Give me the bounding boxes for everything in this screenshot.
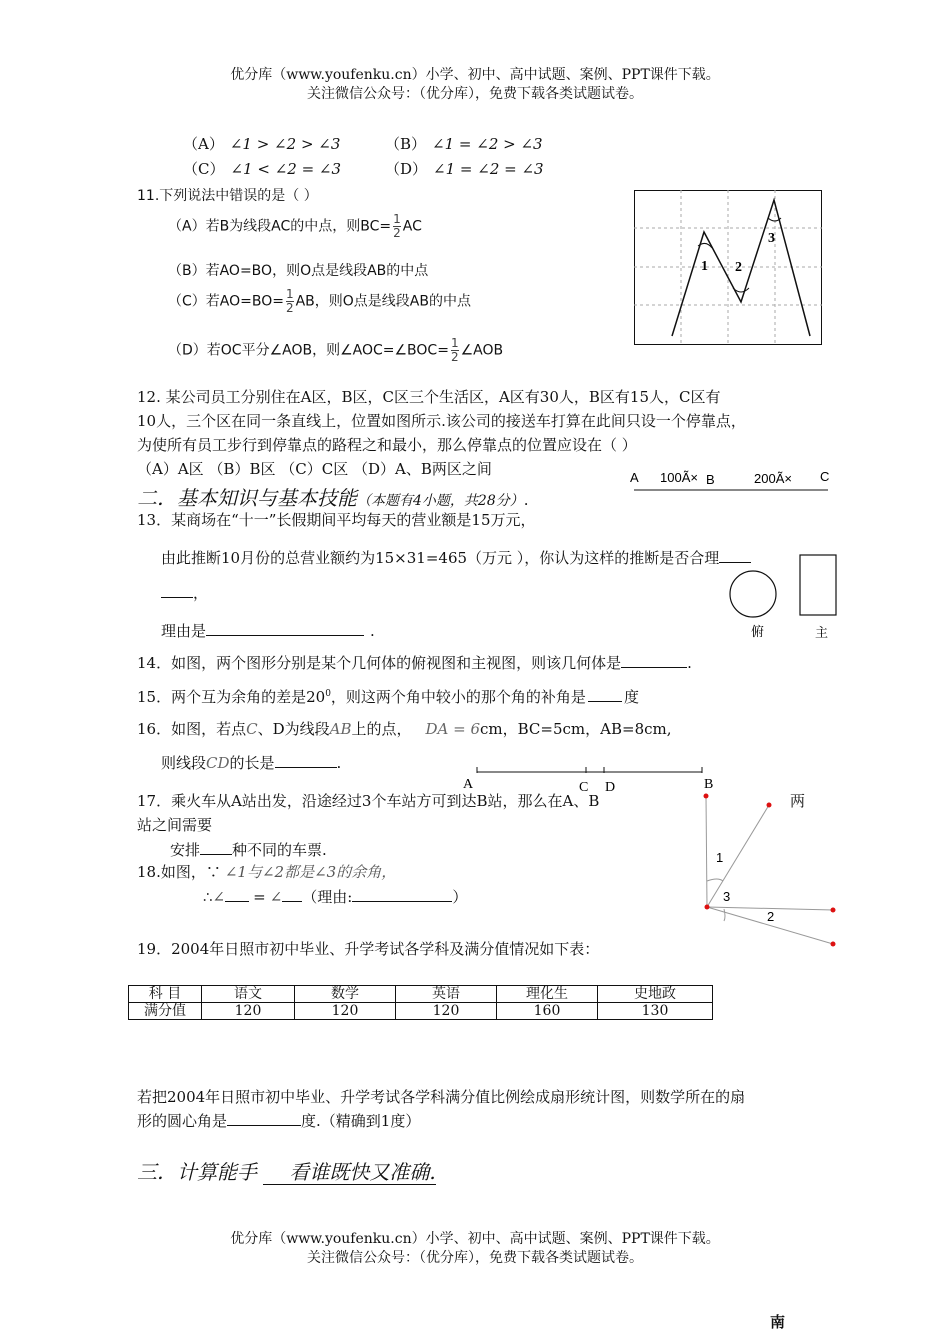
q13-reason-blank[interactable] <box>206 621 364 636</box>
table-cell: 语文 <box>202 986 295 1003</box>
q18-reason-blank[interactable] <box>352 887 452 902</box>
segment-point-a: A <box>463 777 474 792</box>
q14-line: 14．如图，两个图形分别是某个几何体的俯视图和主视图，则该几何体是 . <box>137 654 692 672</box>
ray-label-2: 2 <box>767 909 775 924</box>
q17-line-3: 安排 种不同的车票. <box>170 841 327 859</box>
segment-point-b: B <box>704 777 714 792</box>
q17-blank[interactable] <box>200 840 232 855</box>
section-2-title: 二．基本知识与基本技能（本题有4小题，共28分）. <box>137 486 529 510</box>
q18-line-2: ∴∠ = ∠ （理由: ） <box>203 888 468 906</box>
q12-line-2: 10人，三个区在同一条直线上，位置如图所示.该公司的接送车打算在此间只设一个停靠点， <box>137 412 746 430</box>
angle-label-3: 3 <box>768 231 775 246</box>
score-table <box>128 985 713 1020</box>
q19-blank[interactable] <box>227 1111 301 1126</box>
q19-intro: 19．2004年日照市初中毕业、升学考试各学科及满分值情况如下表： <box>137 940 600 958</box>
q17-line-1-tail: 两 <box>790 792 806 810</box>
front-view-label: 主 <box>815 626 829 641</box>
q11-option-a: （A）若B为线段AC的中点，则BC= $\frac{1}{2}$ AC <box>168 212 422 240</box>
fraction-half: $\frac{1}{2}$ <box>450 336 459 364</box>
q17-line-2: 站之间需要 <box>137 816 213 834</box>
table-cell: 英语 <box>396 986 497 1003</box>
point-c-label: C <box>820 469 830 484</box>
footer-line-2: 关注微信公众号：（优分库），免费下载各类试题试卷。 <box>307 1250 643 1266</box>
table-cell: 科 目 <box>129 986 202 1003</box>
table-cell: 160 <box>497 1003 598 1020</box>
table-cell: 120 <box>295 1003 396 1020</box>
q16-blank[interactable] <box>275 753 337 768</box>
q15-line: 15．两个互为余角的差是$20^0$，则这两个角中较小的那个角的补角是 度 <box>137 688 639 706</box>
q18-blank-2[interactable] <box>282 887 302 902</box>
q16-line-2: 则线段CD的长是 . <box>161 754 342 772</box>
q15-blank[interactable] <box>588 687 622 702</box>
q19-follow-line-1: 若把2004年日照市初中毕业、升学考试各学科满分值比例绘成扇形统计图，则数学所在的扇 <box>137 1088 746 1106</box>
q16-line-1: 16．如图，若点C、D为线段AB上的点， DA = 6cm，BC=5cm，AB=8cm, <box>137 720 672 738</box>
q11-option-d: （D）若OC平分∠AOB，则∠AOC=∠BOC= $\frac{1}{2}$ ∠AOB <box>168 336 504 364</box>
fraction-half: $\frac{1}{2}$ <box>285 287 294 315</box>
q10-option-b: （B） ∠1 = ∠2 > ∠3 <box>385 135 543 153</box>
zigzag-angle-figure <box>634 190 822 345</box>
header-line-2: 关注微信公众号：（优分库），免费下载各类试题试卷。 <box>307 86 643 102</box>
q17-line-1: 17．乘火车从A站出发，沿途经过3个车站方可到达B站，那么在A、B <box>137 792 600 810</box>
q11-option-c: （C）若AO=BO= $\frac{1}{2}$ AB，则O点是线段AB的中点 <box>168 287 471 315</box>
table-cell: 130 <box>598 1003 713 1020</box>
rays-angle-figure <box>696 785 846 953</box>
fraction-half: $\frac{1}{2}$ <box>393 212 401 240</box>
segment-point-d: D <box>605 780 616 792</box>
q18-line-1: 18.如图，∵ ∠1与∠2都是∠3的余角， <box>137 863 397 881</box>
angle-label-1: 1 <box>701 259 708 274</box>
segment-ab-figure <box>458 764 724 792</box>
q13-line-4: 理由是 . <box>161 622 375 640</box>
three-view-figure <box>722 550 842 642</box>
figure-frame <box>635 191 822 345</box>
q13-line-1: 13．某商场在“十一”长假期间平均每天的营业额是15万元， <box>137 511 536 529</box>
ray-label-1: 1 <box>716 850 724 865</box>
top-view-circle <box>730 571 776 617</box>
q10-option-c: （C） ∠1 < ∠2 = ∠3 <box>183 160 342 178</box>
distance-bc-label: 200Ã× <box>754 471 792 486</box>
table-cell: 理化生 <box>497 986 598 1003</box>
page-header <box>0 66 950 104</box>
q19-follow-line-2: 形的圆心角是 度.（精确到1度） <box>137 1112 421 1130</box>
table-cell: 数学 <box>295 986 396 1003</box>
q12-line-1: 12. 某公司员工分别住在A区，B区，C区三个生活区，A区有30人，B区有15人，C区有 <box>137 388 721 406</box>
section-3-title: 三．计算能手 看谁既快又准确. <box>137 1160 436 1184</box>
segment-point-c: C <box>579 780 589 792</box>
q12-line-3: 为使所有员工步行到停靠点的路程之和最小，那么停靠点的位置应设在（ ） <box>137 436 637 454</box>
angle-label-2: 2 <box>735 260 742 275</box>
q12-options: （A）A区 （B）B区 （C）C区 （D）A、B两区之间 <box>137 460 492 478</box>
q11-option-b: （B）若AO=BO，则O点是线段AB的中点 <box>168 263 429 279</box>
ray-arc-2 <box>724 909 725 921</box>
top-view-label: 俯 <box>751 625 765 640</box>
table-cell: 史地政 <box>598 986 713 1003</box>
header-line-1: 优分库（www.youfenku.cn）小学、初中、高中试题、案例、PPT课件下载。 <box>230 67 720 83</box>
q10-option-a: （A） ∠1 > ∠2 > ∠3 <box>183 135 341 153</box>
table-cell: 120 <box>202 1003 295 1020</box>
table-cell: 满分值 <box>129 1003 202 1020</box>
front-view-rectangle <box>800 555 836 615</box>
q10-option-d: （D） ∠1 = ∠2 = ∠3 <box>385 160 544 178</box>
q13-line-3: ， <box>161 582 208 603</box>
distance-ab-label: 100Ã× <box>660 470 698 485</box>
ray-arc-1 <box>707 879 723 881</box>
q13-line-2: 由此推断10月份的总营业额约为15×31=465（万元 ），你认为这样的推断是否合理 <box>161 547 751 568</box>
table-cell: 120 <box>396 1003 497 1020</box>
residential-area-line-figure <box>624 466 838 496</box>
point-a-label: A <box>630 470 639 485</box>
footer-line-1: 优分库（www.youfenku.cn）小学、初中、高中试题、案例、PPT课件下载。 <box>230 1231 720 1247</box>
score-table-value-row <box>129 1003 713 1020</box>
q18-blank-1[interactable] <box>225 887 249 902</box>
ray-label-3: 3 <box>723 889 731 904</box>
page-footer <box>0 1230 950 1268</box>
figure-gridlines <box>634 190 822 345</box>
bottom-stray-char: 南 <box>770 1313 786 1331</box>
point-b-label: B <box>706 472 715 487</box>
q13-blank-b[interactable] <box>161 583 193 598</box>
score-table-header-row <box>129 986 713 1003</box>
q11-stem: 11.下列说法中错误的是（ ） <box>137 188 318 204</box>
q14-blank[interactable] <box>621 653 687 668</box>
